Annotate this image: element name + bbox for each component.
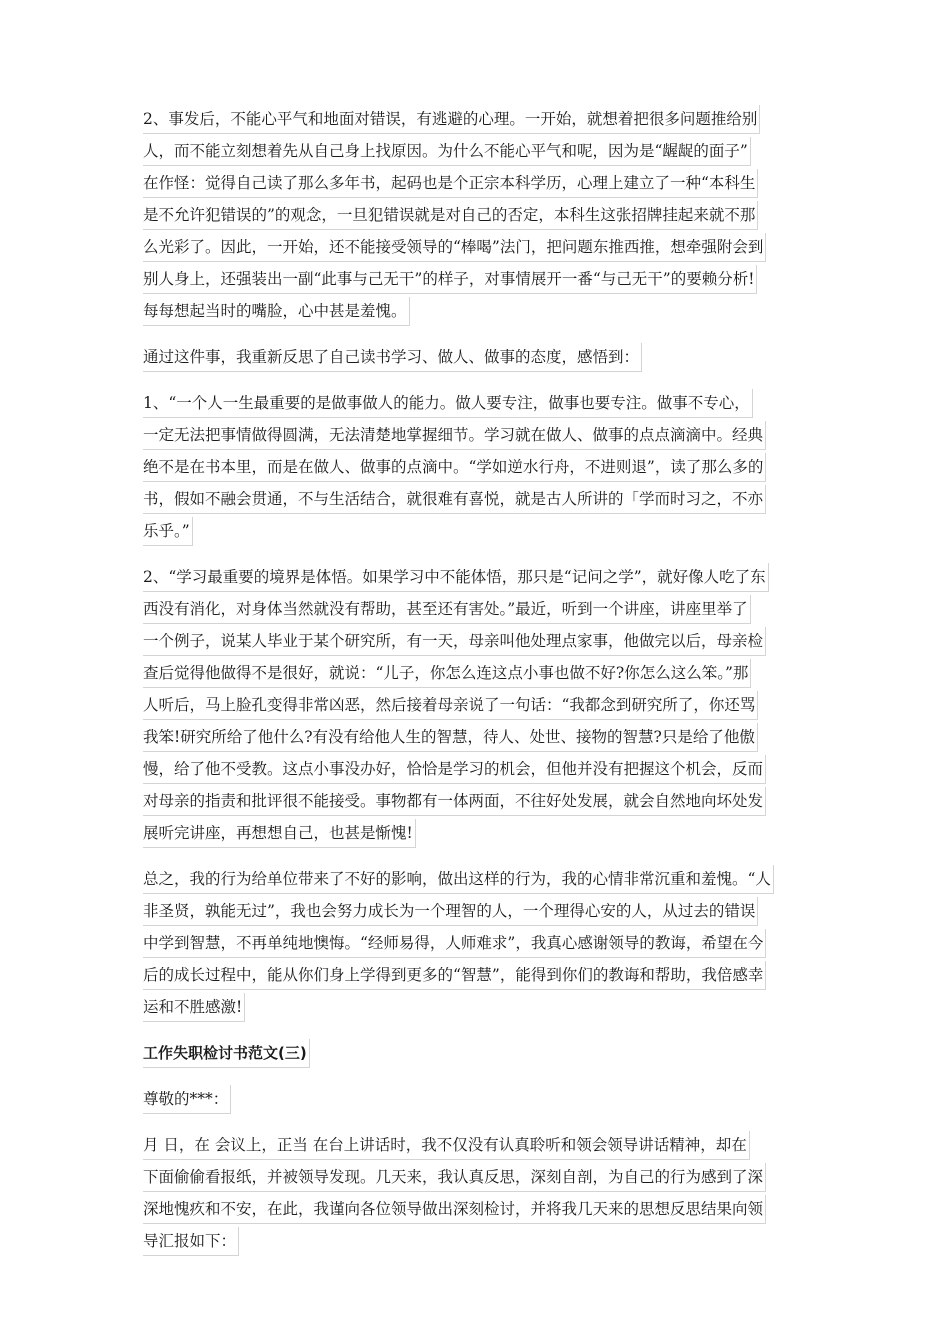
text-line: 在作怪：觉得自己读了那么多年书，起码也是个正宗本科学历，心理上建立了一种“本科生 [143, 169, 758, 198]
text-line: 人听后，马上脸孔变得非常凶恶，然后接着母亲说了一句话：“我都念到研究所了，你还骂 [143, 691, 758, 720]
text-line: 慢，给了他不受教。这点小事没办好，恰恰是学习的机会，但他并没有把握这个机会，反而 [143, 755, 766, 784]
text-line: 西没有消化，对身体当然就没有帮助，甚至还有害处。”最近，听到一个讲座，讲座里举了 [143, 595, 751, 624]
text-line: 非圣贤，孰能无过”，我也会努力成长为一个理智的人，一个理得心安的人，从过去的错误 [143, 897, 758, 926]
text-line: 运和不胜感激! [143, 993, 245, 1022]
text-line: 一定无法把事情做得圆满，无法清楚地掌握细节。学习就在做人、做事的点点滴滴中。经典 [143, 421, 766, 450]
text-line: 我笨!研究所给了他什么?有没有给他人生的智慧，待人、处世、接物的智慧?只是给了他傲 [143, 723, 758, 752]
text-line: 导汇报如下： [143, 1227, 239, 1256]
text-line: 2、“学习最重要的境界是体悟。如果学习中不能体悟，那只是“记问之学”，就好像人吃了东 [143, 563, 769, 592]
text-line: 人，而不能立刻想着先从自己身上找原因。为什么不能心平气和呢，因为是“龌龊的面子” [143, 137, 751, 166]
paragraph-conclusion [143, 863, 819, 1023]
text-line: 1、“一个人一生最重要的是做事做人的能力。做人要专注，做事也要专注。做事不专心， [143, 389, 753, 418]
text-line: 通过这件事，我重新反思了自己读书学习、做人、做事的态度，感悟到： [143, 343, 642, 372]
text-line: 总之，我的行为给单位带来了不好的影响，做出这样的行为，我的心情非常沉重和羞愧。“人 [143, 865, 774, 894]
paragraph-insight-2 [143, 561, 819, 849]
text-line: 下面偷偷看报纸，并被领导发现。几天来，我认真反思，深刻自剖，为自己的行为感到了深 [143, 1163, 766, 1192]
text-line: 对母亲的指责和批评很不能接受。事物都有一体两面，不往好处发展，就会自然地向坏处发 [143, 787, 766, 816]
text-line: 乐乎。” [143, 517, 193, 546]
text-line: 后的成长过程中，能从你们身上学得到更多的“智慧”，能得到你们的教诲和帮助，我倍感幸 [143, 961, 766, 990]
text-line: 查后觉得他做得不是很好，就说：“儿子，你怎么连这点小事也做不好?你怎么这么笨。”那 [143, 659, 751, 688]
paragraph-reason-2 [143, 103, 819, 327]
text-line: 月 日，在 会议上，正当 在台上讲话时，我不仅没有认真聆听和领会领导讲话精神，却在 [143, 1131, 750, 1160]
paragraph-reflection-intro [143, 341, 819, 373]
heading-text: 工作失职检讨书范文(三) [143, 1039, 310, 1068]
document-page [143, 103, 819, 1271]
text-line: 么光彩了。因此，一开始，还不能接受领导的“棒喝”法门，把问题东推西推，想牵强附会到 [143, 233, 766, 262]
text-line: 2、事发后，不能心平气和地面对错误，有逃避的心理。一开始，就想着把很多问题推给别 [143, 105, 760, 134]
text-line: 展听完讲座，再想想自己，也甚是惭愧! [143, 819, 416, 848]
text-line: 深地愧疚和不安，在此，我谨向各位领导做出深刻检讨，并将我几天来的思想反思结果向领 [143, 1195, 766, 1224]
text-line: 是不允许犯错误的”的观念，一旦犯错误就是对自己的否定，本科生这张招牌挂起来就不那 [143, 201, 758, 230]
section-heading [143, 1037, 819, 1069]
paragraph-letter-body [143, 1129, 819, 1257]
text-line: 中学到智慧，不再单纯地懊悔。“经师易得，人师难求”，我真心感谢领导的教诲，希望在今 [143, 929, 766, 958]
text-line: 绝不是在书本里，而是在做人、做事的点滴中。“学如逆水行舟，不进则退”，读了那么多的 [143, 453, 766, 482]
text-line: 一个例子，说某人毕业于某个研究所，有一天，母亲叫他处理点家事，他做完以后，母亲检 [143, 627, 766, 656]
salutation-text: 尊敬的***： [143, 1085, 231, 1114]
paragraph-salutation [143, 1083, 819, 1115]
text-line: 别人身上，还强装出一副“此事与己无干”的样子，对事情展开一番“与己无干”的要赖分析! [143, 265, 757, 294]
paragraph-insight-1 [143, 387, 819, 547]
text-line: 书，假如不融会贯通，不与生活结合，就很难有喜悦，就是古人所讲的「学而时习之，不亦 [143, 485, 766, 514]
text-line: 每每想起当时的嘴脸，心中甚是羞愧。 [143, 297, 410, 326]
